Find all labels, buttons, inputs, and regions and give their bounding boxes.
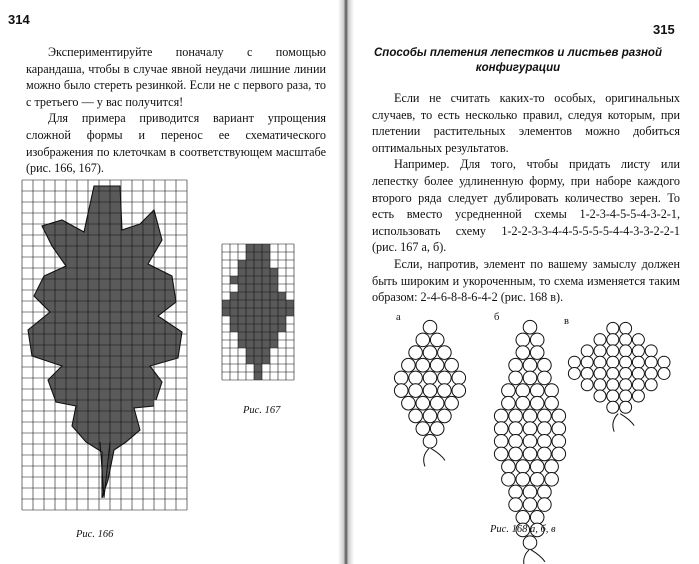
figure-168b-bead	[516, 346, 530, 360]
figure-168a-bead	[416, 358, 430, 372]
figure-168c-bead	[658, 356, 670, 368]
figure-168a-bead	[423, 409, 437, 423]
right-paragraph-2: Например. Для того, чтобы придать листу или лепестку более удлиненную форму, при наборе каждого второго ряда следует дублировать количество зерен. То есть вместо усредненной схемы 1-2-3-4-5-5-4-3-2-1, использовать схему 1-2-2-3-3-4-4-5-5-5-5-4-4-3-3-2-2-1 (рис. 167 а, б).	[372, 157, 680, 255]
figure-168a-bead	[438, 384, 452, 398]
figure-168b-bead	[494, 434, 508, 448]
right-paragraph-1: Если не считать каких-то особых, оригинальных случаев, то есть несколько правил, следуя которым, при плетении растительных элементов можно добиться оптимальных результатов.	[372, 91, 680, 155]
figure-168b-bead	[509, 447, 523, 461]
figure-168b-bead	[530, 396, 544, 410]
figure-168b-bead	[509, 371, 523, 385]
figure-168a-bead	[402, 358, 416, 372]
figure-168a-bead	[394, 384, 408, 398]
figure-168b-bead	[509, 498, 523, 512]
figure-168b-bead	[509, 485, 523, 499]
figure-168c-bead	[607, 345, 619, 357]
figure-168c-bead	[645, 356, 657, 368]
figure-168b-bead	[538, 358, 552, 372]
figure-168b-bead	[509, 358, 523, 372]
left-page	[0, 0, 345, 564]
figure-168b-bead	[545, 460, 559, 474]
figure-168b-bead	[502, 396, 516, 410]
figure-168b-bead	[545, 384, 559, 398]
figure-168a-bead	[423, 384, 437, 398]
figure-168c-bead	[658, 367, 670, 379]
figure-168b-bead	[502, 460, 516, 474]
figure-168b-bead	[516, 384, 530, 398]
figure-168a-bead	[438, 409, 452, 423]
figure-168c-bead	[632, 367, 644, 379]
figure-168b-bead	[530, 384, 544, 398]
figure-168a-bead	[445, 358, 459, 372]
figure-168b-bead	[516, 396, 530, 410]
figure-168b-bead	[523, 485, 537, 499]
figure-168c-bead	[607, 334, 619, 346]
figure-168c-bead	[620, 390, 632, 402]
figure-168c-bead-diagram	[564, 320, 669, 420]
figure-168b-bead	[523, 434, 537, 448]
figure-168b-bead	[538, 434, 552, 448]
figure-168b-bead	[516, 460, 530, 474]
figure-168c-bead	[620, 334, 632, 346]
figure-168a-bead	[438, 346, 452, 360]
figure-168c-bead	[581, 356, 593, 368]
figure-168b-bead	[538, 422, 552, 436]
figure-168c-bead	[632, 345, 644, 357]
figure-168b-bead	[545, 472, 559, 486]
figure-168c-bead	[607, 356, 619, 368]
figure-168a-bead	[409, 371, 423, 385]
left-paragraph-1: Экспериментируйте поначалу с помощью карандаша, чтобы в случае явной неудачи лишние линии можно было стереть резинкой. Если не с первого раза, то с третьего — у вас получится!	[26, 45, 326, 109]
figure-167-caption: Рис. 167	[243, 405, 281, 416]
figure-168a-bead	[423, 346, 437, 360]
figure-168c-bead	[594, 390, 606, 402]
figure-168b-bead	[502, 384, 516, 398]
figure-168c-bead	[581, 345, 593, 357]
figure-168b-bead	[523, 536, 537, 550]
figure-168c-bead	[568, 356, 580, 368]
figure-168a-bead	[445, 396, 459, 410]
figure-168b-bead	[516, 472, 530, 486]
figure-168b-bead-diagram	[490, 318, 570, 518]
figure-168a-bead	[430, 396, 444, 410]
figure-168a-bead	[409, 384, 423, 398]
figure-168b-bead	[538, 485, 552, 499]
figure-168b-bead	[538, 371, 552, 385]
figure-168c-bead	[620, 322, 632, 334]
right-page-text	[372, 90, 680, 306]
figure-168c-bead	[645, 345, 657, 357]
figure-168a-bead	[423, 371, 437, 385]
figure-168c-bead	[632, 356, 644, 368]
figure-168c-bead	[632, 379, 644, 391]
figure-168b-bead	[530, 333, 544, 347]
figure-168b-bead	[523, 371, 537, 385]
figure-168b-bead	[509, 434, 523, 448]
figure-168c-bead	[607, 390, 619, 402]
figure-168b-bead	[509, 422, 523, 436]
figure-168a-bead	[430, 422, 444, 436]
figure-168b-bead	[494, 447, 508, 461]
figure-168a-bead-diagram	[390, 318, 470, 428]
figure-168b-bead	[530, 346, 544, 360]
figure-168b-bead	[523, 447, 537, 461]
figure-167-leaf-grid	[222, 244, 296, 382]
figure-168b-bead	[523, 422, 537, 436]
right-page-number: 315	[653, 22, 675, 37]
figure-168a-bead	[438, 371, 452, 385]
figure-168b-bead	[530, 460, 544, 474]
figure-168b-bead	[502, 472, 516, 486]
figure-168a-label: а	[396, 312, 401, 323]
left-page-text	[26, 44, 326, 177]
figure-168c-bead	[620, 401, 632, 413]
figure-168b-bead	[494, 409, 508, 423]
figure-168c-bead	[607, 379, 619, 391]
figure-168b-bead	[552, 422, 566, 436]
figure-168c-bead	[594, 356, 606, 368]
figure-168b-bead	[538, 498, 552, 512]
figure-168c-bead	[620, 345, 632, 357]
figure-166-caption: Рис. 166	[76, 529, 114, 540]
figure-168a-bead	[409, 346, 423, 360]
figure-168b-bead	[530, 472, 544, 486]
left-paragraph-2: Для примера приводится вариант упрощения сложной формы и перенос ее схематического изображения по клеточкам в соответствующем масштабе (рис. 166, 167).	[26, 111, 326, 176]
figure-168c-bead	[594, 345, 606, 357]
figure-168c-bead	[594, 334, 606, 346]
figure-168b-bead	[523, 358, 537, 372]
figure-168b-bead	[552, 434, 566, 448]
figure-168c-bead	[607, 401, 619, 413]
figure-168c-bead	[568, 367, 580, 379]
figure-168c-bead	[607, 367, 619, 379]
figure-168a-bead	[423, 434, 437, 448]
figure-168c-label: в	[564, 316, 569, 327]
section-heading: Способы плетения лепестков и листьев разной конфигурации	[374, 47, 662, 74]
figure-168a-bead	[409, 409, 423, 423]
figure-168b-bead	[523, 498, 537, 512]
figure-168a-bead	[452, 371, 466, 385]
left-page-number: 314	[8, 12, 30, 27]
figure-168c-bead	[620, 356, 632, 368]
figure-168b-bead	[516, 333, 530, 347]
right-paragraph-3: Если, напротив, элемент по вашему замыслу должен быть широким и укороченным, то схема изменяется таким образом: 2-4-6-8-8-6-4-2 (рис. 168 в).	[372, 256, 680, 305]
figure-168a-bead	[416, 422, 430, 436]
figure-168b-bead	[509, 409, 523, 423]
figure-168b-bead	[538, 447, 552, 461]
figure-168c-bead	[594, 379, 606, 391]
figure-168b-bead	[538, 409, 552, 423]
figure-168a-bead	[423, 320, 437, 334]
figure-168c-bead	[594, 367, 606, 379]
figure-168b-bead	[523, 320, 537, 334]
figure-168a-bead	[430, 358, 444, 372]
figure-168b-bead	[516, 510, 530, 524]
figure-168a-bead	[402, 396, 416, 410]
figure-168c-bead	[581, 367, 593, 379]
figure-168a-bead	[430, 333, 444, 347]
figure-168c-bead	[632, 334, 644, 346]
figure-168c-bead	[645, 379, 657, 391]
figure-168c-bead	[607, 322, 619, 334]
right-page	[350, 0, 699, 564]
figure-168b-bead	[494, 422, 508, 436]
leaf-outline-166	[28, 186, 182, 498]
figure-168c-bead	[581, 379, 593, 391]
figure-168a-bead	[416, 396, 430, 410]
figure-168a-bead	[452, 384, 466, 398]
figure-168b-bead	[545, 396, 559, 410]
figure-168b-bead	[530, 510, 544, 524]
figure-168c-bead	[620, 367, 632, 379]
figure-166-leaf-grid	[22, 180, 187, 510]
figure-168a-bead	[394, 371, 408, 385]
figure-168b-bead	[523, 409, 537, 423]
figure-168c-bead	[620, 379, 632, 391]
figure-168c-bead	[645, 367, 657, 379]
figure-168b-label: б	[494, 312, 500, 323]
figure-168-caption: Рис. 168 а, б, в	[490, 524, 556, 535]
figure-168a-bead	[416, 333, 430, 347]
figure-168c-bead	[632, 390, 644, 402]
figure-168b-bead	[552, 447, 566, 461]
